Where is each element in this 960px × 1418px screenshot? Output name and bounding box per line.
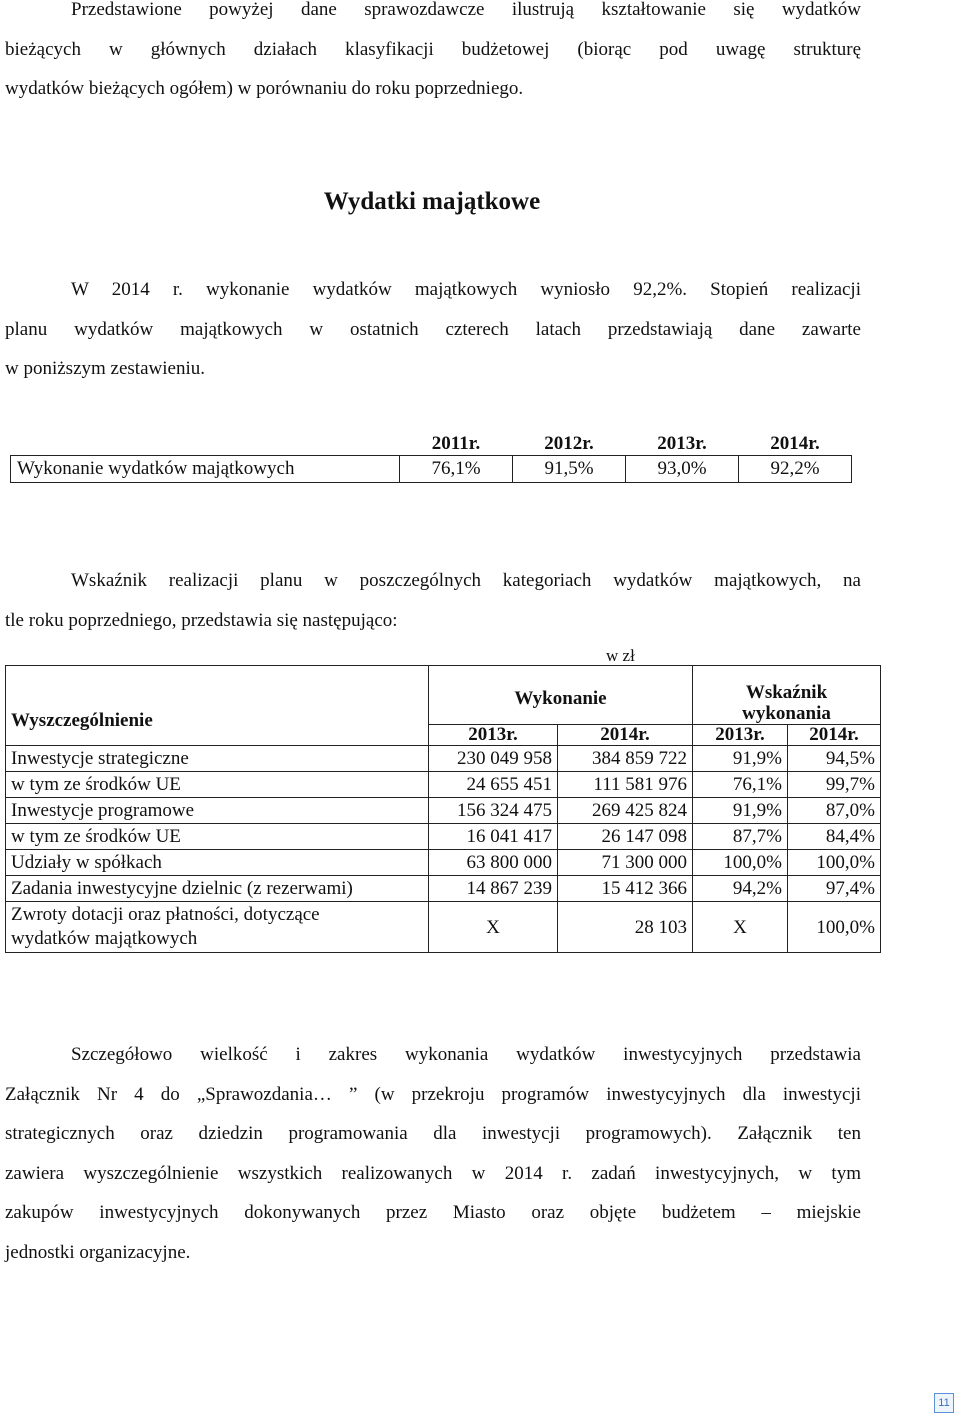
- indicator-2014: 100,0%: [788, 850, 881, 876]
- indicator-2014: 100,0%: [788, 902, 881, 953]
- row-label: w tym ze środków UE: [6, 824, 429, 850]
- value-cell: 76,1%: [400, 456, 513, 483]
- row-label: Udziały w spółkach: [6, 850, 429, 876]
- indicator-2013: 91,9%: [693, 798, 788, 824]
- text-line: planu wydatków majątkowych w ostatnich czterech latach przedstawiają dane zawarte: [5, 318, 861, 340]
- label-line: Zwroty dotacji oraz płatności, dotyczące: [11, 904, 320, 925]
- year-header: 2013r.: [429, 725, 558, 746]
- row-label: [6, 902, 429, 953]
- row-label: w tym ze środków UE: [6, 772, 429, 798]
- empty-header-cell: [11, 433, 400, 456]
- table-header-row: [6, 666, 881, 725]
- year-header: 2013r.: [657, 433, 707, 454]
- value-2014: 28 103: [558, 902, 693, 953]
- column-header-category: Wyszczególnienie: [6, 666, 429, 746]
- table-row: [6, 824, 881, 850]
- text-line: wydatków bieżących ogółem) w porównaniu do roku poprzedniego.: [5, 78, 524, 99]
- intro-paragraph: [5, 0, 861, 109]
- table-row: [6, 746, 881, 772]
- text-line: W 2014 r. wykonanie wydatków majątkowych wyniosło 92,2%. Stopień realizacji: [71, 279, 861, 300]
- indicator-2014: 87,0%: [788, 798, 881, 824]
- text-line: Przedstawione powyżej dane sprawozdawcze ilustrują kształtowanie się wydatków: [71, 0, 861, 20]
- value-2013: 63 800 000: [429, 850, 558, 876]
- table-row: [6, 876, 881, 902]
- text-line: jednostki organizacyjne.: [5, 1241, 191, 1263]
- indicator-2014: 99,7%: [788, 772, 881, 798]
- value-2013: 24 655 451: [429, 772, 558, 798]
- text-line: Wskaźnik realizacji planu w poszczególnych kategoriach wydatków majątkowych, na: [71, 570, 861, 591]
- table-row: [6, 850, 881, 876]
- indicator-2013: 100,0%: [693, 850, 788, 876]
- unit-label: w zł: [606, 646, 635, 665]
- text-line: Załącznik Nr 4 do „Sprawozdania… ” (w przekroju programów inwestycyjnych dla inwestycji: [5, 1083, 861, 1105]
- row-label: Wykonanie wydatków majątkowych: [11, 456, 400, 483]
- header-line: Wskaźnik: [745, 682, 828, 703]
- value-cell: 93,0%: [626, 456, 739, 483]
- value-2013: 14 867 239: [429, 876, 558, 902]
- year-header: 2014r.: [788, 725, 881, 746]
- column-header-indicator: [693, 666, 881, 725]
- value-2014: 15 412 366: [558, 876, 693, 902]
- category-execution-table: [5, 665, 881, 953]
- row-label: Inwestycje strategiczne: [6, 746, 429, 772]
- indicator-2013: 94,2%: [693, 876, 788, 902]
- year-header: 2013r.: [693, 725, 788, 746]
- section-heading: Wydatki majątkowe: [323, 188, 541, 215]
- value-2013: 156 324 475: [429, 798, 558, 824]
- text-line: bieżących w głównych działach klasyfikacji budżetowej (biorąc pod uwagę strukturę: [5, 38, 861, 60]
- year-header: 2012r.: [544, 433, 594, 454]
- details-paragraph: [5, 1035, 861, 1272]
- indicator-2014: 84,4%: [788, 824, 881, 850]
- value-2013: 230 049 958: [429, 746, 558, 772]
- indicator-2014: 94,5%: [788, 746, 881, 772]
- table-row: [11, 456, 852, 483]
- value-2014: 26 147 098: [558, 824, 693, 850]
- value-2013: 16 041 417: [429, 824, 558, 850]
- value-2013: X: [429, 902, 558, 953]
- indicator-2014: 97,4%: [788, 876, 881, 902]
- row-label: Inwestycje programowe: [6, 798, 429, 824]
- summary-paragraph: [5, 270, 861, 389]
- year-header: 2011r.: [431, 433, 481, 454]
- yearly-execution-table: [10, 433, 852, 483]
- header-line: wykonania: [742, 703, 831, 724]
- table-header-row: [11, 433, 852, 456]
- indicator-2013: 76,1%: [693, 772, 788, 798]
- value-2014: 71 300 000: [558, 850, 693, 876]
- column-header-execution: Wykonanie: [429, 666, 693, 725]
- year-header: 2014r.: [558, 725, 693, 746]
- table-row: [6, 798, 881, 824]
- indicator-2013: 91,9%: [693, 746, 788, 772]
- value-2014: 269 425 824: [558, 798, 693, 824]
- text-line: strategicznych oraz dziedzin programowania dla inwestycji programowych). Załącznik ten: [5, 1123, 861, 1144]
- table-row: [6, 772, 881, 798]
- year-header: 2014r.: [770, 433, 820, 454]
- value-cell: 91,5%: [513, 456, 626, 483]
- page-number: 11: [934, 1393, 954, 1413]
- value-2014: 384 859 722: [558, 746, 693, 772]
- text-line: zakupów inwestycyjnych dokonywanych przez Miasto oraz objęte budżetem – miejskie: [5, 1202, 861, 1223]
- indicator-2013: 87,7%: [693, 824, 788, 850]
- text-line: zawiera wyszczególnienie wszystkich realizowanych w 2014 r. zadań inwestycyjnych, w tym: [5, 1162, 861, 1184]
- row-label: Zadania inwestycyjne dzielnic (z rezerwami): [6, 876, 429, 902]
- text-line: w poniższym zestawieniu.: [5, 358, 205, 379]
- text-line: tle roku poprzedniego, przedstawia się następująco:: [5, 609, 398, 631]
- indicator-2013: X: [693, 902, 788, 953]
- value-cell: 92,2%: [739, 456, 852, 483]
- label-line: wydatków majątkowych: [11, 928, 198, 949]
- table-row: [6, 902, 881, 953]
- value-2014: 111 581 976: [558, 772, 693, 798]
- indicator-paragraph: [5, 561, 861, 640]
- text-line: Szczegółowo wielkość i zakres wykonania wydatków inwestycyjnych przedstawia: [71, 1044, 861, 1065]
